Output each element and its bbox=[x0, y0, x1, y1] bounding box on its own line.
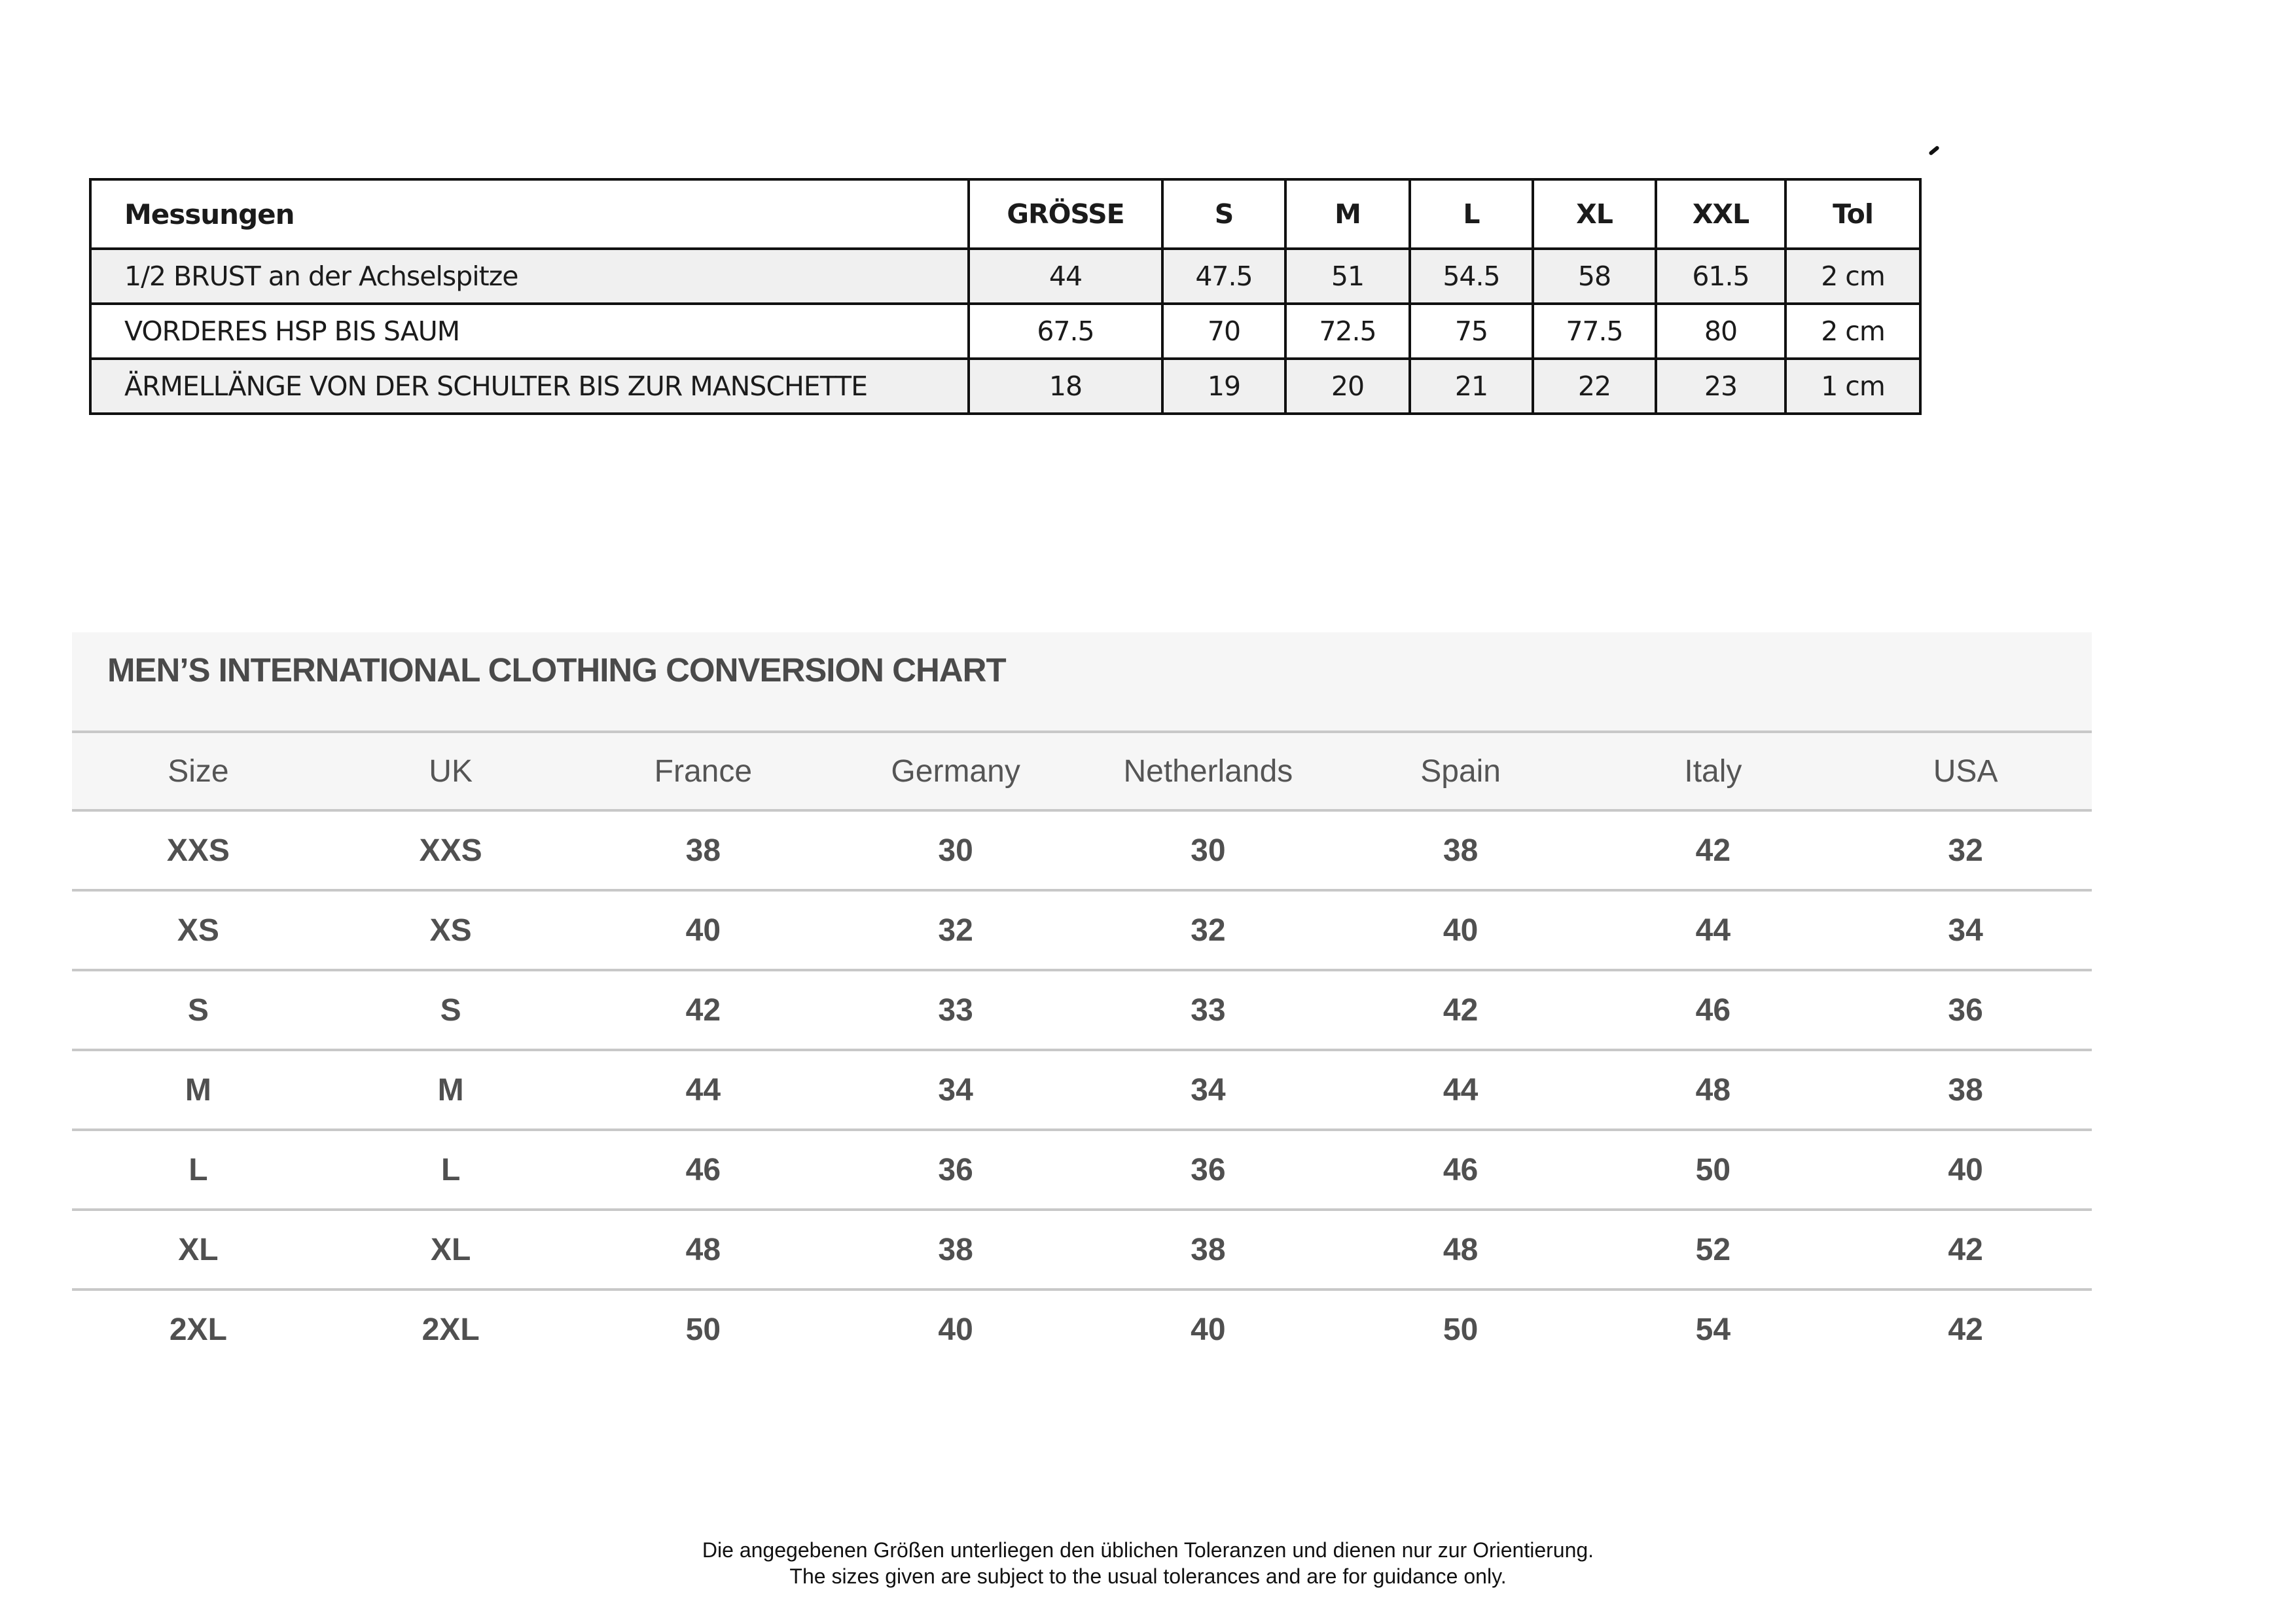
table-cell: XS bbox=[72, 890, 325, 970]
tolerance-cell: 2 cm bbox=[1785, 304, 1920, 359]
table-cell: M bbox=[325, 1050, 577, 1130]
tolerance-cell: 1 cm bbox=[1785, 359, 1920, 414]
table-cell: 32 bbox=[1839, 810, 2092, 890]
header-germany: Germany bbox=[829, 733, 1082, 810]
table-cell: S bbox=[72, 970, 325, 1050]
table-cell: 38 bbox=[829, 1210, 1082, 1290]
table-cell: 46 bbox=[1335, 1130, 1587, 1210]
cell: 58 bbox=[1533, 249, 1656, 304]
header-spain: Spain bbox=[1335, 733, 1587, 810]
table-cell: L bbox=[72, 1130, 325, 1210]
table-cell: 38 bbox=[1335, 810, 1587, 890]
table-cell: 34 bbox=[1082, 1050, 1335, 1130]
table-cell: 32 bbox=[829, 890, 1082, 970]
table-cell: 54 bbox=[1695, 1312, 1731, 1347]
cell: 47.5 bbox=[1162, 249, 1285, 304]
table-cell: 40 bbox=[1191, 1312, 1226, 1347]
footnote-german: Die angegebenen Größen unterliegen den üblichen Toleranzen und dienen nur zur Orientierung. bbox=[702, 1538, 1594, 1562]
table-cell: 42 bbox=[1587, 810, 1840, 890]
row-label: VORDERES HSP BIS SAUM bbox=[90, 304, 969, 359]
table-row bbox=[72, 1130, 2092, 1210]
cell: 23 bbox=[1656, 359, 1785, 414]
table-cell: XS bbox=[325, 890, 577, 970]
header-italy: Italy bbox=[1587, 733, 1840, 810]
header-usa: USA bbox=[1839, 733, 2092, 810]
table-cell: 38 bbox=[1839, 1050, 2092, 1130]
header-xxl: XXL bbox=[1656, 179, 1785, 249]
table-cell: 36 bbox=[829, 1130, 1082, 1210]
table-cell: 46 bbox=[1587, 970, 1840, 1050]
table-cell: 42 bbox=[1839, 1210, 2092, 1290]
table-cell: 33 bbox=[829, 970, 1082, 1050]
cell: 22 bbox=[1533, 359, 1656, 414]
cell: 67.5 bbox=[969, 304, 1162, 359]
header-size: Size bbox=[72, 733, 325, 810]
cell: 20 bbox=[1285, 359, 1410, 414]
header-s: S bbox=[1162, 179, 1285, 249]
table-cell: 2XL bbox=[422, 1312, 480, 1347]
table-cell: 36 bbox=[1082, 1130, 1335, 1210]
header-size: GRÖSSE bbox=[969, 179, 1162, 249]
header-uk: UK bbox=[325, 733, 577, 810]
measurement-row-chest bbox=[90, 249, 1920, 304]
cell: 70 bbox=[1162, 304, 1285, 359]
measurement-row-length bbox=[90, 304, 1920, 359]
table-cell: S bbox=[325, 970, 577, 1050]
header-m: M bbox=[1285, 179, 1410, 249]
cell: 44 bbox=[969, 249, 1162, 304]
measurement-row-sleeve bbox=[90, 359, 1920, 414]
header-tolerance: Tol bbox=[1785, 179, 1920, 249]
table-row bbox=[72, 810, 2092, 890]
footnote-english: The sizes given are subject to the usual tolerances and are for guidance only. bbox=[789, 1564, 1507, 1588]
table-cell: 38 bbox=[577, 810, 830, 890]
table-cell: 48 bbox=[577, 1210, 830, 1290]
table-cell: 40 bbox=[938, 1312, 973, 1347]
measurements-header-row bbox=[90, 179, 1920, 249]
table-row bbox=[72, 1290, 2092, 1368]
table-cell: XL bbox=[325, 1210, 577, 1290]
cell: 75 bbox=[1410, 304, 1533, 359]
table-row bbox=[72, 970, 2092, 1050]
table-cell: 44 bbox=[1335, 1050, 1587, 1130]
table-cell: 40 bbox=[1839, 1130, 2092, 1210]
header-measurements: Messungen bbox=[90, 179, 969, 249]
table-cell: 30 bbox=[1082, 810, 1335, 890]
table-cell: 2XL bbox=[169, 1312, 227, 1347]
table-cell: 30 bbox=[829, 810, 1082, 890]
table-cell: 34 bbox=[1839, 890, 2092, 970]
measurements-table bbox=[89, 178, 1922, 415]
cell: 21 bbox=[1410, 359, 1533, 414]
cell: 19 bbox=[1162, 359, 1285, 414]
table-cell: 38 bbox=[1082, 1210, 1335, 1290]
row-label: 1/2 BRUST an der Achselspitze bbox=[90, 249, 969, 304]
header-france: France bbox=[577, 733, 830, 810]
cell: 61.5 bbox=[1656, 249, 1785, 304]
cell: 18 bbox=[969, 359, 1162, 414]
table-cell: 48 bbox=[1335, 1210, 1587, 1290]
conversion-chart-header bbox=[72, 632, 2092, 733]
table-cell: L bbox=[325, 1130, 577, 1210]
cell: 80 bbox=[1656, 304, 1785, 359]
table-cell: M bbox=[72, 1050, 325, 1130]
table-cell: 32 bbox=[1082, 890, 1335, 970]
conversion-chart bbox=[72, 632, 2092, 1368]
table-cell: 34 bbox=[829, 1050, 1082, 1130]
table-row bbox=[72, 1210, 2092, 1290]
header-xl: XL bbox=[1533, 179, 1656, 249]
table-cell: 52 bbox=[1587, 1210, 1840, 1290]
tolerance-cell: 2 cm bbox=[1785, 249, 1920, 304]
table-cell: 42 bbox=[577, 970, 830, 1050]
conversion-chart-title: MEN’S INTERNATIONAL CLOTHING CONVERSION CHART bbox=[107, 651, 1006, 689]
cell: 51 bbox=[1285, 249, 1410, 304]
conversion-table-body bbox=[72, 810, 2092, 1368]
table-cell: 48 bbox=[1587, 1050, 1840, 1130]
row-label: ÄRMELLÄNGE VON DER SCHULTER BIS ZUR MANSCHETTE bbox=[90, 359, 969, 414]
cell: 54.5 bbox=[1410, 249, 1533, 304]
table-row bbox=[72, 1050, 2092, 1130]
table-row bbox=[72, 890, 2092, 970]
table-cell: 42 bbox=[1335, 970, 1587, 1050]
header-l: L bbox=[1410, 179, 1533, 249]
table-cell: XL bbox=[72, 1210, 325, 1290]
table-cell: 42 bbox=[1948, 1312, 1983, 1347]
table-cell: 44 bbox=[577, 1050, 830, 1130]
cell: 77.5 bbox=[1533, 304, 1656, 359]
table-cell: 50 bbox=[685, 1312, 721, 1347]
pen-stroke-mark bbox=[1928, 145, 1940, 156]
table-cell: XXS bbox=[72, 810, 325, 890]
conversion-table bbox=[72, 733, 2092, 1368]
cell: 72.5 bbox=[1285, 304, 1410, 359]
table-cell: 33 bbox=[1082, 970, 1335, 1050]
table-cell: 40 bbox=[577, 890, 830, 970]
table-cell: 46 bbox=[577, 1130, 830, 1210]
table-cell: 36 bbox=[1839, 970, 2092, 1050]
header-netherlands: Netherlands bbox=[1082, 733, 1335, 810]
table-cell: 44 bbox=[1587, 890, 1840, 970]
table-cell: 50 bbox=[1587, 1130, 1840, 1210]
table-cell: XXS bbox=[325, 810, 577, 890]
table-cell: 50 bbox=[1443, 1312, 1479, 1347]
table-cell: 40 bbox=[1335, 890, 1587, 970]
conversion-header-row bbox=[72, 733, 2092, 810]
